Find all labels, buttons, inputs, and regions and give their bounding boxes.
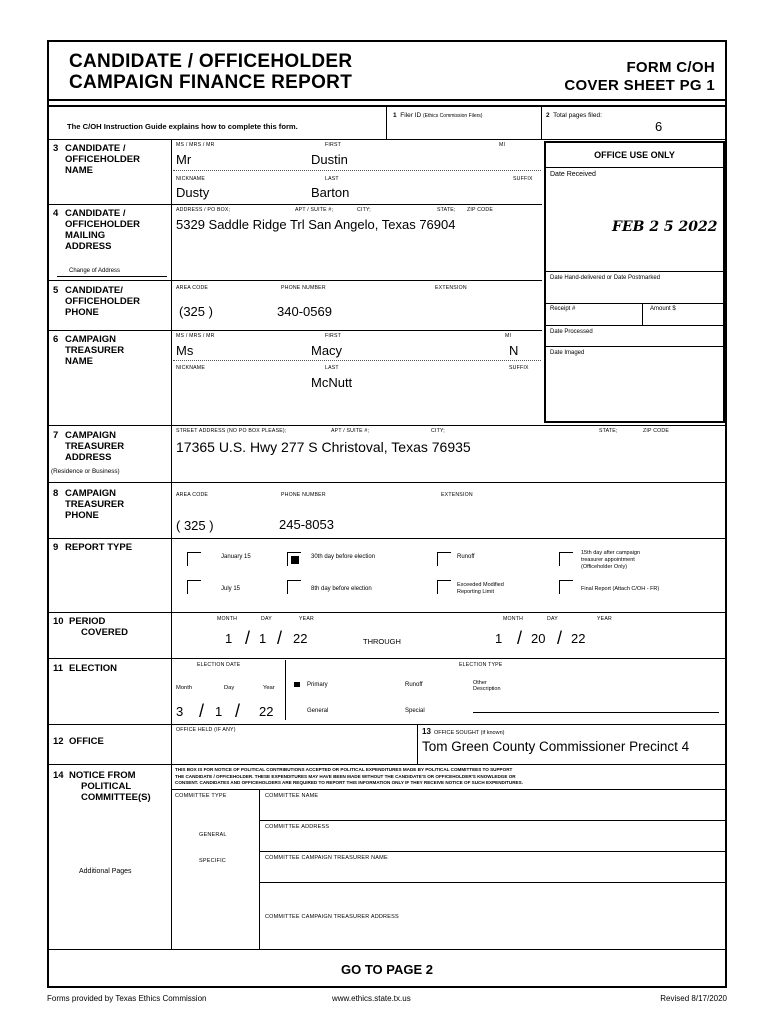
s8-ext-label: EXTENSION [441,492,473,498]
candidate-last-name[interactable]: Barton [311,185,350,200]
committee-type-label: COMMITTEE TYPE [175,793,227,799]
residence-or-business-note: (Residence or Business) [51,468,120,475]
office-sought-label: 13 OFFICE SOUGHT (if known) [422,727,505,736]
special-label: Special [405,708,425,714]
candidate-phone[interactable]: 340-0569 [277,304,332,319]
candidate-prefix[interactable]: Mr [176,152,192,167]
s11-month-label: Month [176,685,193,691]
slash-divider: / [517,628,523,648]
s10-to-month-label: MONTH [503,616,524,622]
form-page: CANDIDATE / OFFICEHOLDER CAMPAIGN FINANCE REPORT FORM C/OH COVER SHEET PG 1 The C/OH Instruction Guide explains how to complete this form. 1 Filer ID (Ethics Commission Filers) 2 Total pages filed: 6 OFFICE USE ONLY Date Received FEB 2 5 2022 Date Hand-delivered or Date Postmarked Receipt # Amount $ Date Processed Date Imaged 3 CANDIDATE / OFFICEHOLDER NAME MS / MRS / MR FIRST MI Mr Dustin NICKNAME LAST SUFFIX Dusty Barton 4 CANDIDATE / OFFICEHOLDER MAILING ADDRESS Change of Address ADDRESS / PO BOX; APT / SUITE #; CITY; STATE; ZIP CODE 5329 Saddle Ridge Trl San Angelo, Texas 76904 5 CANDIDATE/ OFFICEHOLDER PHONE AREA CODE PHONE NUMBER EXTENSION (325 ) 340-0569 6 CAMPAIGN TREASURER NAME MS / MRS / MR FIRST MI Ms Macy N NICKNAME LAST SUFFIX McNutt 7 CAMPAIGN TREASURER ADDRESS (Residence or Business) STREET ADDRESS (NO PO BOX PLEASE); APT / SUITE #; CITY; STATE; ZIP CODE 17365 U.S. Hwy 277 S Christoval, Texas 76935 8 CAMPAIGN TREASURER PHONE AREA CODE PHONE NUMBER EXTENSION ( 325 ) 245-8053 9 REPORT TYPE January 15 30th day before election Runoff 15th day after campaign treasurer appointment (Officeholder Only) July 15 8th day before election Exceeded Modified Reporting Limit Final Report (Attach C/OH - FR) 10 PERIOD COVERED MONTH DAY YEAR 1 / 1 / 22 THROUGH MONTH DAY YEAR 1 / 20 / 22 11 ELECTION ELECTION DATE ELECTION TYPE Month Day Year 3 / 1 / 22 Primary Runoff Other Description General Special 12 OFFICE OFFICE HELD (IF ANY) 13 OFFICE SOUGHT (if known) Tom Green County Commissioner Precinct 4 14 NOTICE FROM POLITICAL COMMITTEE(S) Additional Pages THIS BOX IS FOR NOTICE OF POLITICAL CONTRIBUTIONS ACCEPTED OR POLITICAL EXPENDITURES MADE BY POLITICAL COMMITTEES TO SUPPORT THE CANDIDATE / OFFICEHOLDER. THESE EXPENDITURES MAY HAVE BEEN MADE WITHOUT THE CANDIDATE'S OR OFFICEHOLDER'S KNOWLEDGE OR CONSENT. CANDIDATES AND OFFICEHOLDERS ARE REQUIRED TO REPORT THIS INFORMATION ONLY IF THEY RECEIVE NOTICE OF SUCH EXPENDITURES. COMMITTEE TYPE COMMITTEE NAME GENERAL COMMITTEE ADDRESS SPECIFIC COMMITTEE CAMPAIGN TREASURER NAME COMMITTEE CAMPAIGN TREASURER ADDRESS GO TO PAGE 2 [47,40,727,988]
s4-apt-label: APT / SUITE #; [295,207,334,213]
runoff-label: Runoff [405,682,423,688]
s7-city-label: CITY; [431,428,445,434]
s7-state-label: STATE; [599,428,618,434]
report-type-30day-label: 30th day before election [311,554,376,560]
s11-day-label: Day [224,685,235,691]
amount-label: Amount $ [650,306,676,312]
report-type-jul15-label: July 15 [221,586,241,592]
treasurer-area-code[interactable]: ( 325 ) [176,518,214,533]
s3-last-label: LAST [325,176,339,182]
treasurer-address[interactable]: 17365 U.S. Hwy 277 S Christoval, Texas 76935 [176,439,471,455]
election-month[interactable]: 3 [176,704,184,719]
report-type-runoff-checkbox[interactable] [437,552,451,566]
s6-mi-label: MI [505,333,512,339]
report-type-exceeded-checkbox[interactable] [437,580,451,594]
candidate-mailing-address[interactable]: 5329 Saddle Ridge Trl San Angelo, Texas 76904 [176,217,456,232]
candidate-area-code[interactable]: (325 ) [179,304,213,319]
receipt-label: Receipt # [550,306,576,312]
committee-address-label: COMMITTEE ADDRESS [265,824,330,830]
committee-name-label: COMMITTEE NAME [265,793,319,799]
report-type-15th-day-checkbox[interactable] [559,552,573,566]
report-type-jul15-checkbox[interactable] [187,580,201,594]
s7-apt-label: APT / SUITE #; [331,428,370,434]
committee-treasurer-name-label: COMMITTEE CAMPAIGN TREASURER NAME [265,855,388,861]
form-title-line2: CAMPAIGN FINANCE REPORT [69,72,353,93]
instruction-note: The C/OH Instruction Guide explains how to complete this form. [67,122,298,131]
treasurer-phone[interactable]: 245-8053 [279,517,334,532]
s5-ext-label: EXTENSION [435,285,467,291]
report-type-exceeded-label: Exceeded Modified Reporting Limit [457,582,504,595]
through-label: THROUGH [363,637,401,646]
office-sought-value[interactable]: Tom Green County Commissioner Precinct 4 [422,739,690,754]
section-10-label: 10 PERIOD COVERED [53,616,128,638]
revised-date: Revised 8/17/2020 [660,994,727,1003]
treasurer-mi[interactable]: N [509,343,519,358]
date-imaged-label: Date Imaged [550,350,585,356]
ethics-url: www.ethics.state.tx.us [332,994,411,1003]
s10-from-day-label: DAY [261,616,272,622]
s8-phone-label: PHONE NUMBER [281,492,326,498]
date-hand-delivered-label: Date Hand-delivered or Date Postmarked [550,275,661,281]
s5-phone-label: PHONE NUMBER [281,285,326,291]
s3-mi-label: MI [499,142,506,148]
report-type-jan15-label: January 15 [221,554,251,560]
treasurer-last-name[interactable]: McNutt [311,375,353,390]
s10-from-month-label: MONTH [217,616,238,622]
report-type-8day-label: 8th day before election [311,586,372,592]
election-type-label: ELECTION TYPE [459,662,503,668]
s6-nickname-label: NICKNAME [176,365,205,371]
period-to-month[interactable]: 1 [495,631,503,646]
slash-divider: / [277,628,283,648]
additional-pages-label: Additional Pages [79,868,132,875]
report-type-runoff-label: Runoff [457,554,475,560]
political-committee-notice: THIS BOX IS FOR NOTICE OF POLITICAL CONTRIBUTIONS ACCEPTED OR POLITICAL EXPENDITURES MADE BY POLITICAL COMMITTEES TO SUPPORT THE CANDIDATE / OFFICEHOLDER. THESE EXPENDITURES MAY HAVE BEEN MADE WITHOUT THE CANDIDATE'S OR OFFICEHOLDER'S KNOWLEDGE OR CONSENT. CANDIDATES AND OFFICEHOLDERS ARE REQUIRED TO REPORT THIS INFORMATION ONLY IF THEY RECEIVE NOTICE OF SUCH EXPENDITURES. [175,767,523,786]
go-to-page-2: GO TO PAGE 2 [341,962,433,977]
report-type-jan15-checkbox[interactable] [187,552,201,566]
slash-divider: / [199,701,205,721]
s7-street-label: STREET ADDRESS (NO PO BOX PLEASE); [176,428,287,434]
slash-divider: / [557,628,563,648]
s5-area-label: AREA CODE [176,285,209,291]
date-received-label: Date Received [550,171,596,178]
report-type-final-checkbox[interactable] [559,580,573,594]
section-7-label: 7 CAMPAIGN TREASURER ADDRESS [53,430,125,463]
period-to-day[interactable]: 20 [531,631,546,646]
office-use-title: OFFICE USE ONLY [594,150,675,160]
primary-checkbox-filled[interactable] [294,682,300,687]
s4-address-label: ADDRESS / PO BOX; [176,207,231,213]
forms-provided-by: Forms provided by Texas Ethics Commission [47,994,207,1003]
election-date-label: ELECTION DATE [197,662,241,668]
s10-to-year-label: YEAR [597,616,612,622]
period-to-year[interactable]: 22 [571,631,586,646]
s11-year-label: Year [263,685,275,691]
s3-nickname-label: NICKNAME [176,176,205,182]
s10-from-year-label: YEAR [299,616,314,622]
section-6-label: 6 CAMPAIGN TREASURER NAME [53,334,125,367]
s10-to-day-label: DAY [547,616,558,622]
period-from-month[interactable]: 1 [225,631,233,646]
s6-prefix-label: MS / MRS / MR [176,333,215,339]
period-from-year[interactable]: 22 [293,631,308,646]
section-14-label: 14 NOTICE FROM POLITICAL COMMITTEE(S) [53,770,151,803]
candidate-first-name[interactable]: Dustin [311,152,348,167]
office-held-label: OFFICE HELD (IF ANY) [176,727,236,733]
report-type-final-label: Final Report (Attach C/OH - FR) [581,586,660,592]
section-5-label: 5 CANDIDATE/ OFFICEHOLDER PHONE [53,285,140,318]
election-year[interactable]: 22 [259,704,274,719]
s8-area-label: AREA CODE [176,492,209,498]
s7-zip-label: ZIP CODE [643,428,670,434]
primary-label: Primary [307,682,328,688]
treasurer-first-name[interactable]: Macy [311,343,343,358]
committee-specific-label: SPECIFIC [199,858,226,864]
s6-first-label: FIRST [325,333,341,339]
general-label: General [307,708,329,714]
total-pages-label: 2 Total pages filed: [546,112,602,119]
form-title-line1: CANDIDATE / OFFICEHOLDER [69,51,353,72]
section-3-label: 3 CANDIDATE / OFFICEHOLDER NAME [53,143,140,176]
office-use-box [544,141,725,423]
s4-zip-label: ZIP CODE [467,207,494,213]
s6-last-label: LAST [325,365,339,371]
candidate-nickname[interactable]: Dusty [176,185,210,200]
committee-treasurer-address-label: COMMITTEE CAMPAIGN TREASURER ADDRESS [265,914,399,920]
report-type-30day-checkbox[interactable] [287,552,301,566]
s3-prefix-label: MS / MRS / MR [176,142,215,148]
total-pages-value: 6 [655,119,663,134]
slash-divider: / [245,628,251,648]
report-type-8day-checkbox[interactable] [287,580,301,594]
form-number: FORM C/OH [626,59,715,76]
report-type-15th-day-label: 15th day after campaign treasurer appointment (Officeholder Only) [581,550,641,570]
date-processed-label: Date Processed [550,329,593,335]
cover-sheet-label: COVER SHEET PG 1 [564,77,715,94]
s4-state-label: STATE; [437,207,456,213]
s3-suffix-label: SUFFIX [513,176,533,182]
s4-city-label: CITY; [357,207,371,213]
treasurer-prefix[interactable]: Ms [176,343,194,358]
section-4-label: 4 CANDIDATE / OFFICEHOLDER MAILING ADDRESS [53,208,140,252]
committee-general-label: GENERAL [199,832,227,838]
filer-id-label: 1 Filer ID (Ethics Commission Filers) [393,112,483,119]
period-from-day[interactable]: 1 [259,631,267,646]
other-description-label: Other Description [473,680,501,692]
election-day[interactable]: 1 [215,704,223,719]
s3-first-label: FIRST [325,142,341,148]
slash-divider: / [235,701,241,721]
section-8-label: 8 CAMPAIGN TREASURER PHONE [53,488,125,521]
received-stamp: FEB 2 5 2022 [612,219,718,235]
s6-suffix-label: SUFFIX [509,365,529,371]
change-of-address-label: Change of Address [69,268,121,274]
